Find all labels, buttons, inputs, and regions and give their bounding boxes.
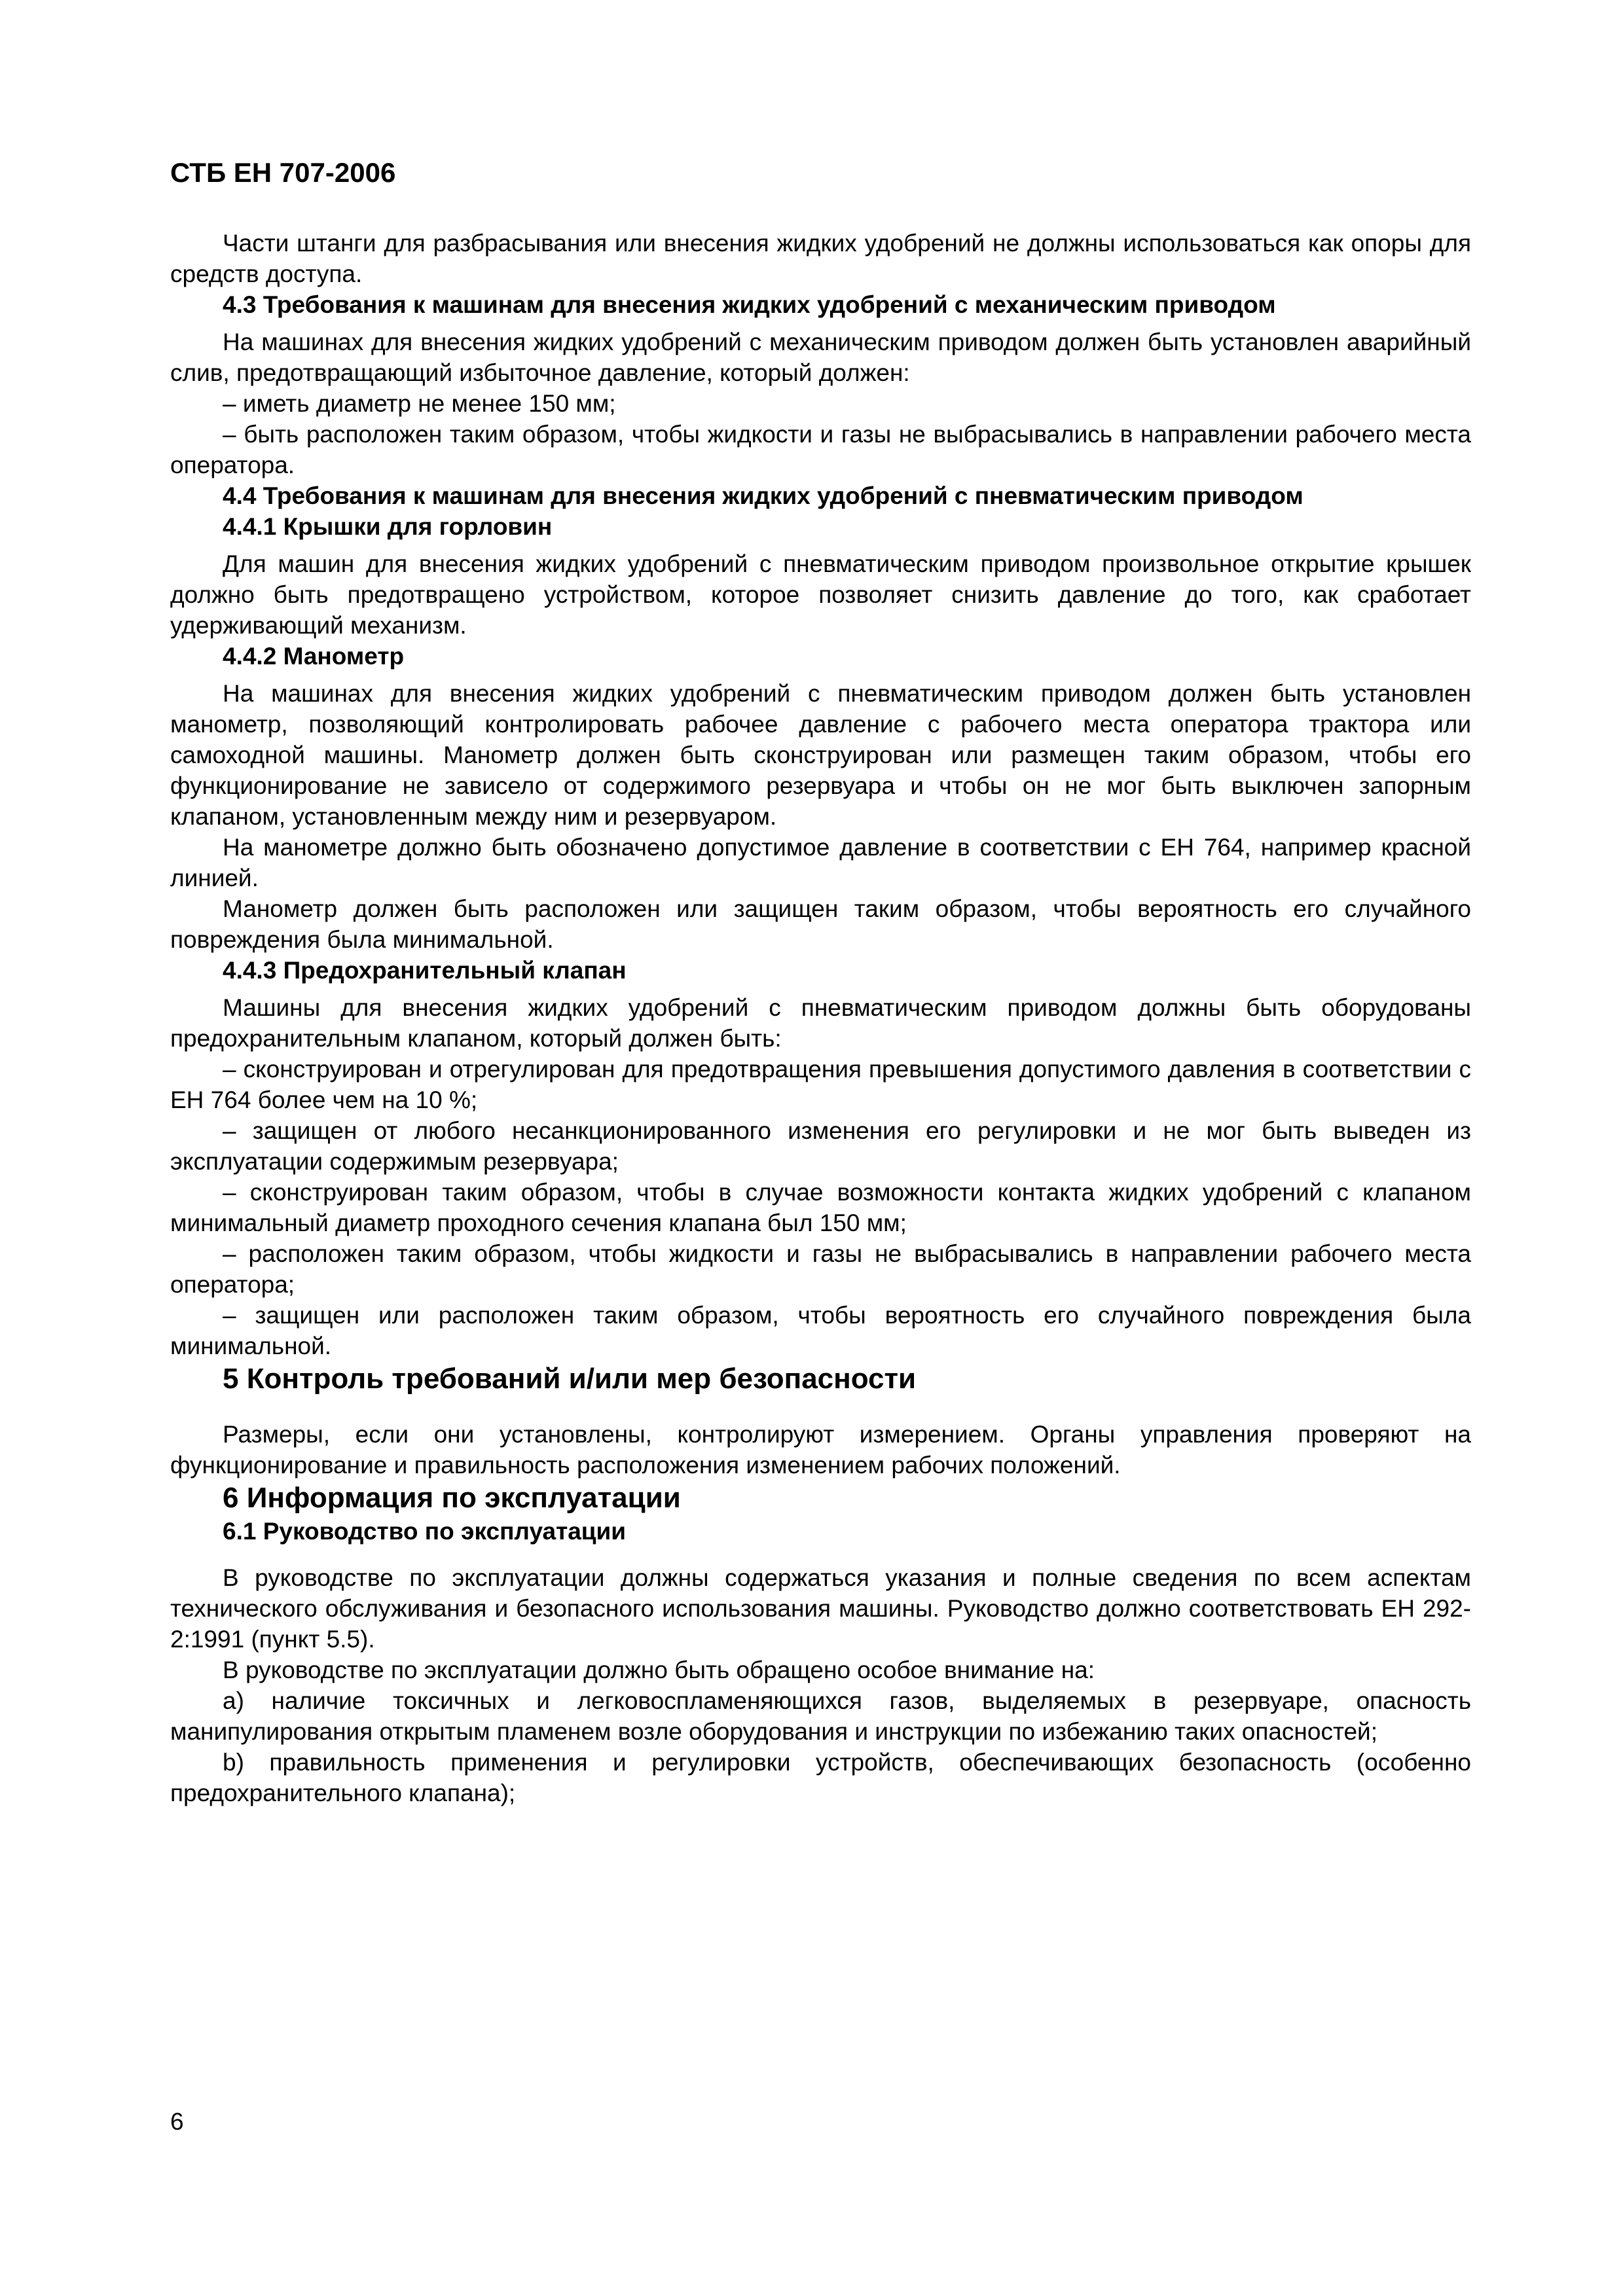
paragraph: На манометре должно быть обозначено допустимое давление в соответствии с ЕН 764, например красной линией. — [170, 834, 1471, 891]
section-heading-5: 5 Контроль требований и/или мер безопасности — [223, 1363, 917, 1395]
list-item: а) наличие токсичных и легковоспламеняющихся газов, выделяемых в резервуаре, опасность манипулирования открытым пламенем возле оборудования и инструкции по избежанию таких опасностей; — [170, 1687, 1471, 1745]
paragraph: Манометр должен быть расположен или защищен таким образом, чтобы вероятность его случайного повреждения была минимальной. — [170, 895, 1471, 953]
section-heading-4-4-1: 4.4.1 Крышки для горловин — [223, 513, 553, 540]
list-item: – сконструирован и отрегулирован для предотвращения превышения допустимого давления в соответствии с ЕН 764 более чем на 10 %; — [170, 1056, 1471, 1113]
list-item: – сконструирован таким образом, чтобы в случае возможности контакта жидких удобрений с клапаном минимальный диаметр проходного сечения клапана был 150 мм; — [170, 1179, 1471, 1236]
page-number: 6 — [170, 2108, 184, 2135]
paragraph: Части штанги для разбрасывания или внесения жидких удобрений не должны использоваться как опоры для средств доступа. — [170, 230, 1471, 287]
paragraph: Для машин для внесения жидких удобрений с пневматическим приводом произвольное открытие крышек должно быть предотвращено устройством, которое позволяет снизить давление до того, как сработает удерживающий механизм. — [170, 550, 1471, 639]
paragraph: В руководстве по эксплуатации должны содержаться указания и полные сведения по всем аспектам технического обслуживания и безопасного использования машины. Руководство должно соответствовать ЕН 292-2:1991 (пункт 5.5). — [170, 1564, 1471, 1653]
paragraph: На машинах для внесения жидких удобрений с пневматическим приводом должен быть установлен манометр, позволяющий контролировать рабочее давление с рабочего места оператора трактора или самоходной машины. Манометр должен быть сконструирован или размещен таким образом, чтобы его функционирование не зависело от содержимого резервуара и чтобы он не мог быть выключен запорным клапаном, установленным между ним и резервуаром. — [170, 680, 1471, 830]
list-item: – защищен или расположен таким образом, чтобы вероятность его случайного повреждения была минимальной. — [170, 1302, 1471, 1359]
list-item: – быть расположен таким образом, чтобы жидкости и газы не выбрасывались в направлении рабочего места оператора. — [170, 421, 1471, 478]
document-body — [170, 228, 1471, 1808]
section-heading-6-1: 6.1 Руководство по эксплуатации — [223, 1518, 627, 1545]
list-item: b) правильность применения и регулировки устройств, обеспечивающих безопасность (особенно предохранительного клапана); — [170, 1749, 1471, 1806]
section-heading-4-4: 4.4 Требования к машинам для внесения жидких удобрений с пневматическим приводом — [223, 482, 1304, 509]
paragraph: В руководстве по эксплуатации должно быть обращено особое внимание на: — [223, 1657, 1095, 1683]
section-heading-6: 6 Информация по эксплуатации — [223, 1482, 681, 1514]
list-item: – иметь диаметр не менее 150 мм; — [223, 390, 616, 417]
paragraph: Машины для внесения жидких удобрений с пневматическим приводом должны быть оборудованы предохранительным клапаном, который должен быть: — [170, 994, 1471, 1052]
section-heading-4-4-2: 4.4.2 Манометр — [223, 643, 405, 670]
paragraph: Размеры, если они установлены, контролируют измерением. Органы управления проверяют на функционирование и правильность расположения изменением рабочих положений. — [170, 1421, 1471, 1479]
section-heading-4-4-3: 4.4.3 Предохранительный клапан — [223, 957, 627, 984]
paragraph: На машинах для внесения жидких удобрений с механическим приводом должен быть установлен аварийный слив, предотвращающий избыточное давление, который должен: — [170, 329, 1471, 386]
document-code: СТБ ЕН 707-2006 — [170, 157, 396, 188]
section-heading-4-3: 4.3 Требования к машинам для внесения жидких удобрений с механическим приводом — [223, 291, 1276, 318]
list-item: – защищен от любого несанкционированного изменения его регулировки и не мог быть выведен из эксплуатации содержимым резервуара; — [170, 1117, 1471, 1175]
list-item: – расположен таким образом, чтобы жидкости и газы не выбрасывались в направлении рабочего места оператора; — [170, 1240, 1471, 1298]
